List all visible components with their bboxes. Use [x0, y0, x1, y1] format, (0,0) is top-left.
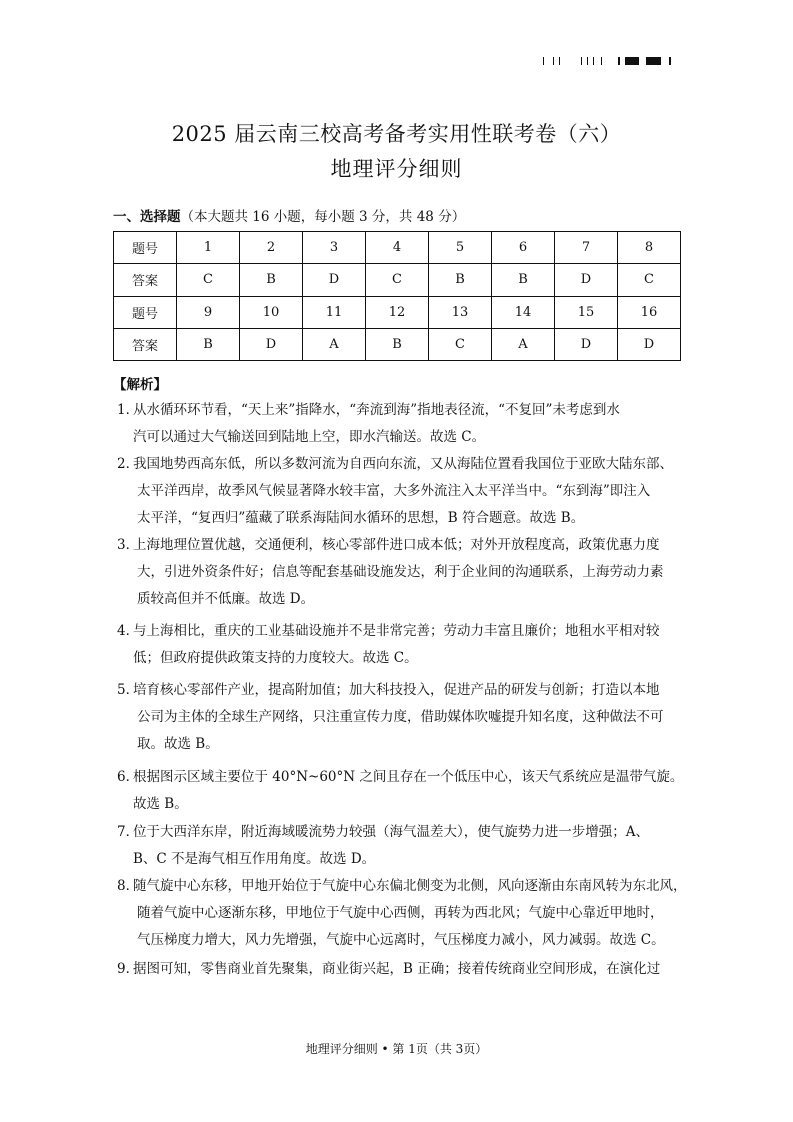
table-cell: B: [429, 264, 492, 296]
table-cell: 2: [240, 232, 303, 264]
analysis-item: [133, 764, 683, 818]
table-cell: 13: [429, 296, 492, 328]
page-subtitle: 地理评分细则: [330, 157, 463, 181]
table-cell: 15: [555, 296, 618, 328]
table-cell: 3: [303, 232, 366, 264]
table-row: [114, 296, 681, 328]
answer-table: [113, 231, 681, 361]
table-cell: 7: [555, 232, 618, 264]
analysis-heading: 【解析】: [113, 377, 167, 393]
table-cell: 5: [429, 232, 492, 264]
item-number: 3．: [117, 537, 140, 553]
section-heading-label: 一、选择题: [113, 209, 181, 225]
table-cell: A: [492, 328, 555, 360]
analysis-line: 随着气旋中心逐渐东移，甲地位于气旋中心西侧，再转为西北风；气旋中心靠近甲地时，: [137, 905, 664, 921]
table-row: [114, 264, 681, 296]
table-cell: C: [177, 264, 240, 296]
table-cell: C: [366, 264, 429, 296]
table-cell: 12: [366, 296, 429, 328]
analysis-line: 太平洋，“复西归”蕴藏了联系海陆间水循环的思想，B 符合题意。故选 B。: [137, 510, 585, 526]
analysis-line: 据图可知，零售商业首先聚集，商业街兴起，B 正确；接着传统商业空间形成，在演化过: [133, 961, 661, 977]
analysis-line: 随气旋中心东移，甲地开始位于气旋中心东偏北侧变为北侧，风向逐渐由东南风转为东北风，: [133, 878, 687, 894]
analysis-item: [133, 618, 660, 672]
page-footer: 地理评分细则 • 第 1页（共 3页）: [305, 1042, 488, 1056]
analysis-line: 培育核心零部件产业，提高附加值；加大科技投入，促进产品的研发与创新；打造以本地: [133, 682, 660, 698]
table-cell: 11: [303, 296, 366, 328]
table-cell: 4: [366, 232, 429, 264]
analysis-line: 太平洋西岸，故季风气候显著降水较丰富，大多外流注入太平洋当中。“东到海”即注入: [137, 483, 651, 499]
table-cell: 6: [492, 232, 555, 264]
table-row-header: 题号: [114, 296, 177, 328]
analysis-item: [133, 532, 664, 613]
table-row-header: 答案: [114, 328, 177, 360]
table-row-header: 答案: [114, 264, 177, 296]
analysis-line: 根据图示区域主要位于 40°N~60°N 之间且存在一个低压中心，该天气系统应是温带气旋。: [133, 769, 684, 785]
item-number: 4．: [117, 623, 140, 639]
table-cell: D: [303, 264, 366, 296]
table-cell: 10: [240, 296, 303, 328]
analysis-line: 汽可以通过大气输送回到陆地上空，即水汽输送。故选 C。: [133, 429, 486, 445]
analysis-item: [133, 397, 620, 451]
table-row: [114, 328, 681, 360]
section-heading: [113, 205, 465, 225]
analysis-item: [133, 451, 673, 532]
analysis-line: 我国地势西高东低，所以多数河流为自西向东流，又从海陆位置看我国位于亚欧大陆东部、: [133, 456, 673, 472]
table-row: [114, 232, 681, 264]
analysis-item: [133, 677, 664, 758]
item-number: 7．: [117, 824, 140, 840]
analysis-line: 故选 B。: [133, 796, 188, 812]
item-number: 8．: [117, 878, 140, 894]
table-cell: D: [555, 264, 618, 296]
table-cell: 1: [177, 232, 240, 264]
table-cell: B: [240, 264, 303, 296]
analysis-line: 质较高但并不低廉。故选 D。: [137, 591, 315, 607]
table-cell: 9: [177, 296, 240, 328]
analysis-line: 大，引进外资条件好；信息等配套基础设施发达，利于企业间的沟通联系，上海劳动力素: [137, 564, 664, 580]
analysis-line: 与上海相比，重庆的工业基础设施并不是非常完善；劳动力丰富且廉价；地租水平相对较: [133, 623, 660, 639]
table-cell: B: [366, 328, 429, 360]
section-heading-note: （本大题共 16 小题，每小题 3 分，共 48 分）: [180, 209, 466, 225]
table-cell: 16: [618, 296, 681, 328]
item-number: 5．: [117, 682, 140, 698]
table-cell: B: [177, 328, 240, 360]
analysis-line: 公司为主体的全球生产网络，只注重宣传力度，借助媒体吹嘘提升知名度，这种做法不可: [137, 709, 664, 725]
analysis-line: 取。故选 B。: [137, 736, 219, 752]
table-cell: D: [555, 328, 618, 360]
analysis-item: [133, 956, 660, 983]
barcode: [543, 57, 673, 65]
analysis-line: 位于大西洋东岸，附近海域暖流势力较强（海气温差大），使气旋势力进一步增强；A、: [133, 824, 649, 840]
table-cell: 14: [492, 296, 555, 328]
page-title: 2025 届云南三校高考备考实用性联考卷（六）: [171, 122, 622, 146]
analysis-item: [133, 873, 687, 954]
analysis-line: B、C 不是海气相互作用角度。故选 D。: [133, 851, 376, 867]
item-number: 9．: [117, 961, 140, 977]
table-cell: 8: [618, 232, 681, 264]
table-cell: D: [240, 328, 303, 360]
table-cell: A: [303, 328, 366, 360]
analysis-line: 从水循环环节看，“天上来”指降水，“奔流到海”指地表径流，“不复回”未考虑到水: [133, 402, 620, 418]
table-row-header: 题号: [114, 232, 177, 264]
analysis-line: 低；但政府提供政策支持的力度较大。故选 C。: [133, 650, 418, 666]
table-cell: C: [429, 328, 492, 360]
table-cell: D: [618, 328, 681, 360]
analysis-line: 气压梯度力增大，风力先增强，气旋中心远离时，气压梯度力减小，风力减弱。故选 C。: [137, 932, 665, 948]
item-number: 2．: [117, 456, 140, 472]
item-number: 1．: [117, 402, 140, 418]
analysis-item: [133, 819, 649, 873]
table-cell: B: [492, 264, 555, 296]
table-cell: C: [618, 264, 681, 296]
item-number: 6．: [117, 769, 140, 785]
analysis-line: 上海地理位置优越，交通便利，核心零部件进口成本低；对外开放程度高，政策优惠力度: [133, 537, 660, 553]
